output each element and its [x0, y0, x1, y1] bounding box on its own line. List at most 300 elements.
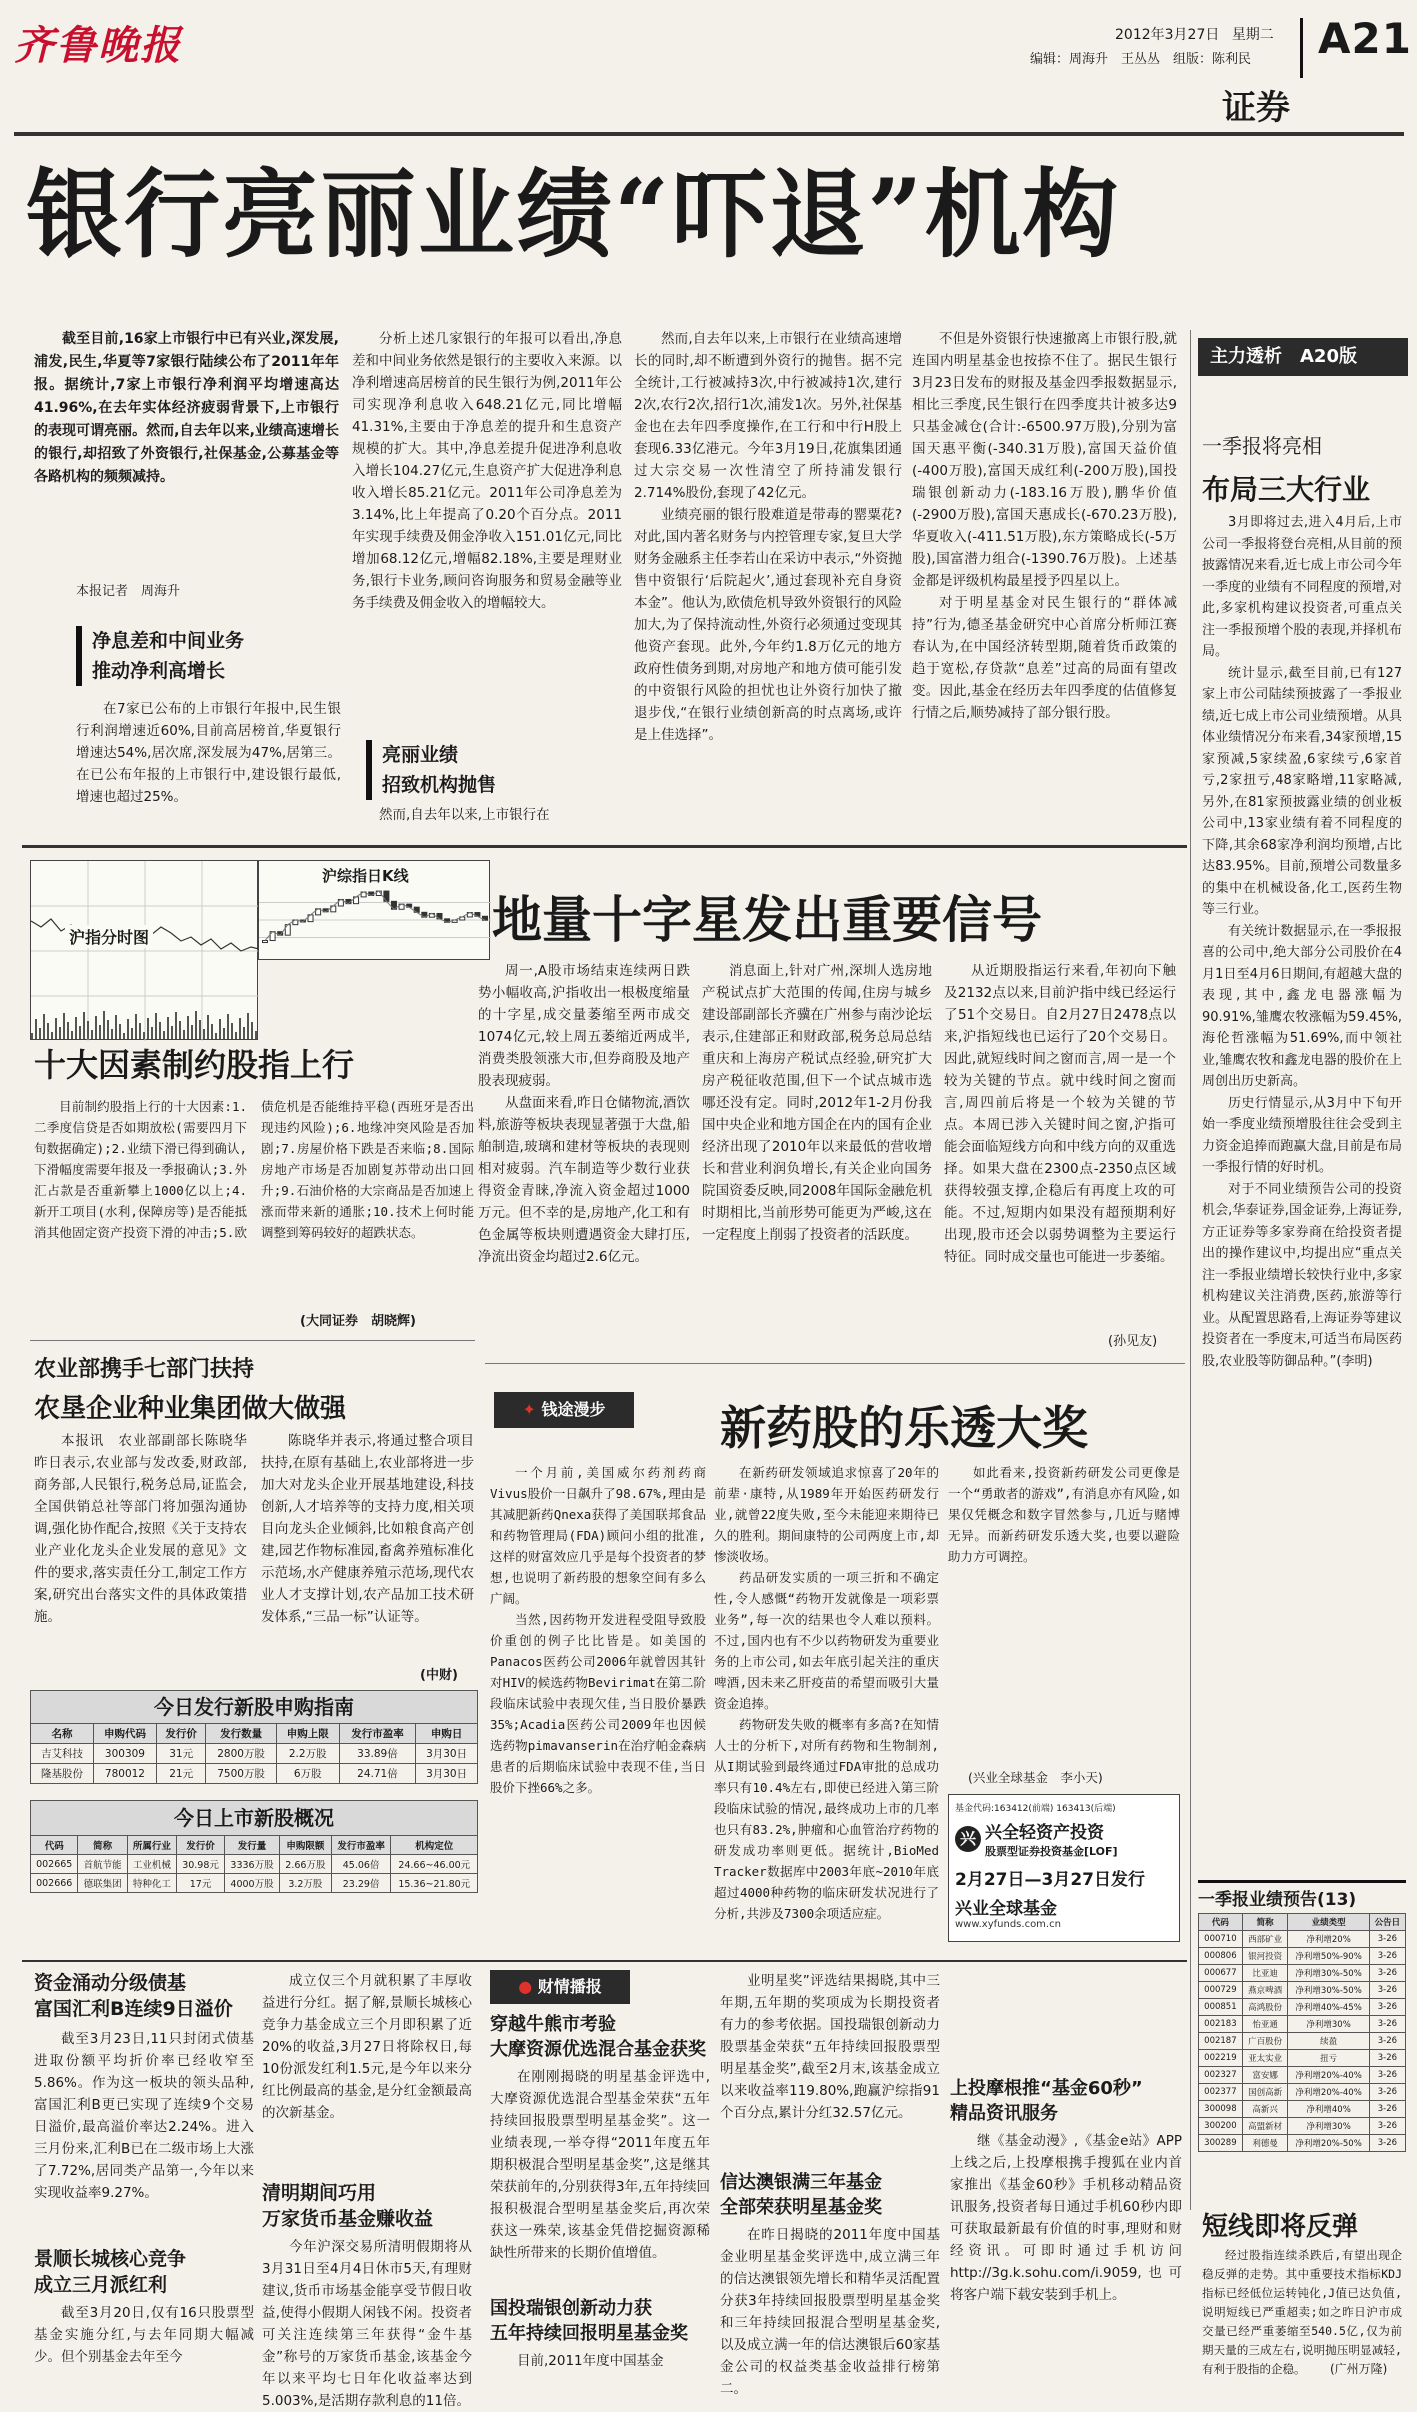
ipo-listing-box	[30, 1800, 478, 1893]
sidebar-para-4: 历史行情显示,从3月中下旬开始一季度业绩预增股往往会受到主力资金追捧而跑赢大盘,目前是布局一季报行情的好时机。	[1202, 1095, 1402, 1175]
farm-body	[34, 1430, 474, 1680]
intraday-volume-bar	[123, 1033, 125, 1039]
fund-ad-line2: 股票型证券投资基金[LOF]	[985, 1845, 1118, 1858]
fund-ad-line1: 兴全轻资产投资	[985, 1823, 1104, 1843]
table-row	[1199, 2118, 1406, 2135]
forecast-cell: 3-26	[1369, 1931, 1405, 1948]
intraday-volume-bar	[247, 1013, 249, 1039]
drug-para-2: 当然,因药物开发进程受阻导致股价重创的例子比比皆是。如美国的Panacos医药公司2006年就曾因其针对HIV的候选药物Bevirimat在第二阶段临床试验中表现欠佳,当日股价暴跌35%;Acadia医药公司2009年也因候选药物pimavanserin在治疗帕金森病患者的后期临床试验中表现不佳,当日股价下挫66%之多。	[490, 1612, 706, 1795]
intraday-volume-bar	[211, 1024, 213, 1039]
intraday-chart-title: 沪指分时图	[65, 925, 153, 948]
issue-weekday: 星期二	[1231, 27, 1274, 43]
intraday-volume-bar	[243, 1027, 245, 1039]
fund-ad-name	[955, 1818, 1173, 1859]
fund-ad-site[interactable]: www.xyfunds.com.cn	[955, 1919, 1061, 1930]
lead-col2	[352, 328, 622, 733]
forecast-cell: 净利增40%-45%	[1288, 1999, 1369, 2016]
forecast-col: 业绩类型	[1288, 1914, 1369, 1931]
money-c-title-1: 穿越牛熊市考验	[490, 2014, 616, 2035]
intraday-volume-bar	[115, 1015, 117, 1039]
lead-para-c: 然而,自去年以来,上市银行在业绩高速增长的同时,却不断遭到外资行的抛售。据不完全统计,工行被减持3次,中行被减持1次,建行2次,农行2次,招行1次,浦发1次。另外,社保基金也在去年四季度操作,在工行和中行H股上套现6.33亿港元。今年3月19日,花旗集团通过大宗交易一次性清空了所持浦发银行2.714%股份,套现了42亿元。	[634, 331, 902, 501]
drug-headline: 新药股的乐透大奖	[720, 1401, 1088, 1455]
forecast-cell: 300200	[1199, 2118, 1243, 2135]
sidebar-body	[1202, 512, 1402, 1892]
forecast-cell: 银河投资	[1242, 1948, 1288, 1965]
intraday-volume-bar	[127, 1019, 129, 1039]
forecast-cell: 3-26	[1369, 1982, 1405, 1999]
fund-ad-logo-icon: 兴	[955, 1826, 981, 1852]
forecast-cell: 3-26	[1369, 2033, 1405, 2050]
cross-col3	[944, 960, 1176, 1330]
table-row	[1199, 1931, 1406, 1948]
cell: 7500万股	[206, 1764, 276, 1784]
cross-col1	[478, 960, 690, 1350]
drug-col2	[714, 1462, 939, 1952]
intraday-volume-bar	[103, 1011, 105, 1039]
drug-para-6: 如此看来,投资新药研发公司更像是一个“勇敢者的游戏”,有消息亦有风险,如果仅凭概念和数字冒然参与,几近与赌博无异。而新药研发乐透大奖,也要以避险助力方可调控。	[948, 1465, 1180, 1564]
forecast-cell: 亚太实业	[1242, 2050, 1288, 2067]
intraday-volume-bar	[131, 1028, 133, 1039]
ipo-guide-col: 名称	[31, 1724, 94, 1744]
intraday-volume-bar	[175, 1012, 177, 1039]
money-b-title-2: 成立三月派红利	[34, 2274, 168, 2296]
shortline-signoff: (广州万隆)	[1330, 2362, 1388, 2376]
intraday-volume-bar	[223, 1028, 225, 1039]
intraday-volume-bar	[191, 1025, 193, 1039]
fund-ad[interactable]	[948, 1794, 1180, 1942]
money-a2-body	[262, 1970, 472, 2170]
shortline-para: 经过股指连续杀跌后,有望出现企稳反弹的走势。其中重要技术指标KDJ指标已经低位运转钝化,J值已达负值,说明短线已严重超卖;如之昨日沪市成交量已经严重萎缩至540.5亿,仅为前期天量的三成左右,说明抛压明显减轻,有利于股指的企稳。	[1202, 2248, 1402, 2376]
forecast-table	[1198, 1913, 1406, 2152]
money-b-para: 截至3月20日,仅有16只股票型基金实施分红,与去年同期大幅减少。但个别基金去年至今	[34, 2305, 254, 2365]
drug-para-1: 一个月前,美国威尔药剂药商Vivus股价一日飙升了98.67%,理由是其减肥新药Qnexa获得了美国联邦食品和药物管理局(FDA)顾问小组的批准,这样的财富效应几乎是每个投资者的梦想,也说明了新药股的想象空间有多么广阔。	[490, 1465, 706, 1606]
forecast-cell: 国创高新	[1242, 2084, 1288, 2101]
money-b-title	[34, 2246, 254, 2298]
forecast-cell: 002187	[1199, 2033, 1243, 2050]
cell: 3月30日	[416, 1764, 478, 1784]
table-row	[1199, 2067, 1406, 2084]
forecast-cell: 燕京啤酒	[1242, 1982, 1288, 1999]
forecast-col: 简称	[1242, 1914, 1288, 1931]
forecast-cell: 300289	[1199, 2135, 1243, 2152]
intraday-volume-bar	[195, 1011, 197, 1039]
shortline-headline: 短线即将反弹	[1202, 2212, 1359, 2242]
cell: 33.89倍	[339, 1744, 415, 1764]
forecast-cell: 3-26	[1369, 1948, 1405, 1965]
ipo-listing-col: 代码	[31, 1836, 78, 1855]
intraday-volume-bar	[199, 1020, 201, 1039]
lead-para-e: 不但是外资银行快速撤离上市银行股,就连国内明星基金也按捺不住了。据民生银行3月23日发布的财报及基金四季报数据显示,相比三季度,民生银行在四季度共计被多达9只基金减仓(合计:-6500.97万股),分别为富国天惠平衡(-340.31万股),富国天益价值(-400万股),富国天成红利(-200万股),国投瑞银创新动力(-183.16万股),鹏华价值(-2900万股),富国天惠成长(-670.23万股),华夏收入(-411.51万股),东方策略成长(-5万股),国富潜力组合(-1390.76万股)。上述基金都是评级机构最星授予四星以上。	[912, 331, 1177, 589]
ipo-guide-table	[30, 1723, 478, 1784]
intraday-volume-bar	[179, 1021, 181, 1039]
cell: 17元	[177, 1874, 225, 1893]
money-d-title-2: 万家货币基金赚收益	[262, 2208, 434, 2230]
table-row	[1199, 1965, 1406, 1982]
ipo-guide-col: 申购代码	[93, 1724, 156, 1744]
cell: 特种化工	[127, 1874, 176, 1893]
intraday-volume-bar	[47, 1023, 49, 1039]
intraday-volume-bar	[67, 1022, 69, 1039]
drug-col1	[490, 1462, 706, 1952]
money-a-body	[34, 2028, 254, 2238]
money-c-title-2: 大摩资源优选混合基金获奖	[490, 2039, 706, 2060]
forecast-cell: 利德曼	[1242, 2135, 1288, 2152]
intraday-volume-bar	[235, 1032, 237, 1039]
intraday-volume-bar	[139, 1023, 141, 1039]
forecast-cell: 高盟新材	[1242, 2118, 1288, 2135]
cell: 德联集团	[78, 1874, 127, 1893]
forecast-cell: 000851	[1199, 1999, 1243, 2016]
forecast-box	[1198, 1880, 1406, 2152]
cell: 2.66万股	[280, 1855, 332, 1874]
ipo-guide-header-row	[31, 1724, 478, 1744]
ipo-guide-box	[30, 1690, 478, 1784]
money-f-body	[720, 2224, 940, 2397]
drug-tag-icon: ✦	[522, 1400, 536, 1419]
cell: 002666	[31, 1874, 78, 1893]
ipo-guide-col: 申购日	[416, 1724, 478, 1744]
money-e-para: 目前,2011年度中国基金	[517, 2353, 664, 2369]
ipo-listing-col: 发行市盈率	[331, 1836, 391, 1855]
money-f-title-2: 全部荣获明星基金奖	[720, 2197, 882, 2218]
intraday-volume-bar	[187, 1016, 189, 1039]
lead-subhead-1	[76, 626, 341, 686]
table-row	[1199, 1982, 1406, 1999]
forecast-cell: 000710	[1199, 1931, 1243, 1948]
lead-para-a: 在7家已公布的上市银行年报中,民生银行利润增速近60%,目前高居榜首,华夏银行增速达54%,居次席,深发展为47%,居第三。在已公布年报的上市银行中,建设银行最低,增速也超过25%。	[76, 701, 341, 805]
intraday-volume-bar	[31, 1033, 33, 1039]
ipo-listing-col: 发行价	[177, 1836, 225, 1855]
fund-ad-period: 2月27日—3月27日发行	[955, 1870, 1145, 1890]
cell: 2.2万股	[276, 1744, 339, 1764]
money-e-title-2: 五年持续回报明星基金奖	[490, 2323, 688, 2344]
intraday-volume-bar	[87, 1021, 89, 1039]
lead-bottom-rule	[22, 845, 1187, 848]
money-f-title-1: 信达澳银满三年基金	[720, 2172, 882, 2193]
intraday-volume-bar	[155, 1013, 157, 1039]
forecast-cell: 高鸿股份	[1242, 1999, 1288, 2016]
forecast-cell: 000806	[1199, 1948, 1243, 1965]
lead-subhead-1-line1: 净息差和中间业务	[76, 626, 341, 656]
ten-signoff: (大同证券 胡晓辉)	[300, 1314, 416, 1329]
intraday-volume-bar	[79, 1026, 81, 1039]
table-row	[1199, 1999, 1406, 2016]
cell: 21元	[156, 1764, 205, 1784]
table-row	[31, 1874, 478, 1893]
cell: 工业机械	[127, 1855, 176, 1874]
intraday-volume-bar	[35, 1019, 37, 1039]
lead-col1-body	[76, 698, 341, 828]
intraday-volume-bar	[63, 1013, 65, 1039]
ten-para: 目前制约股指上行的十大因素:1.二季度信贷是否如期放松(需要四月下旬数据确定);2.业绩下滑已得到确认,下滑幅度需要年报及一季报确认;3.外汇占款是否重新攀上1000亿以上;4.新开工项目(水利,保障房等)是否能抵消其他固定资产投资下滑的冲击;5.欧债危机是否能维持平稳(西班牙是否出现违约风险);6.地缘冲突风险是否加剧;7.房屋价格下跌是否来临;8.国际房地产市场是否加剧复苏带动出口回升;9.石油价格的大宗商品是否加速上涨而带来新的通胀;10.技术上何时能调整到筹码较好的超跌状态。	[34, 1099, 474, 1240]
ipo-listing-title: 今日上市新股概况	[30, 1800, 478, 1835]
intraday-volume-bar	[39, 1028, 41, 1039]
forecast-cell: 净利增30%	[1288, 2118, 1369, 2135]
money-e-body	[490, 2350, 710, 2374]
table-row	[1199, 1948, 1406, 1965]
money-g-title	[950, 2076, 1182, 2126]
cross-para-2: 从盘面来看,昨日仓储物流,酒饮料,旅游等板块表现显著强于大盘,船舶制造,玻璃和建材等板块的表现则相对疲弱。汽车制造等少数行业获得资金青睐,净流入资金超过1000万元。但不幸的是,房地产,化工和有色金属等板块则遭遇资金大肆打压,净流出资金均超过2.6亿元。	[478, 1095, 690, 1265]
cross-para-4: 从近期股指运行来看,年初向下触及2132点以来,目前沪指中线已经运行了51个交易日。自2月27日2478点以来,沪指短线也已运行了20个交易日。因此,就短线时间之窗而言,周一是一个较为关键的节点。就中线时间之窗而言,周四前后将是一个较为关键的节点。本周已涉入关键时间之窗,沪指可能会面临短线方向和中线方向的双重选择。如果大盘在2300点-2350点区域获得较强支撑,企稳后有再度上攻的可能。不过,短期内如果没有超预期利好出现,股市还会以弱势调整为主要运行特征。同时成交量也可能进一步萎缩。	[944, 963, 1176, 1265]
cross-para-3: 消息面上,针对广州,深圳人选房地产税试点扩大范围的传闻,住房与城乡建设部副部长齐骥在广州参与南沙论坛表示,住建部正和财政部,税务总局总结重庆和上海房产税试点经验,研究扩大房产税征收范围,但下一个试点城市选哪还没有定。同时,2012年1-2月份我国中央企业和地方国企在内的国有企业经济出现了2010年以来最低的营收增长和营业利润负增长,有关企业向国务院国资委反映,同2008年国际金融危机时期相比,当前形势可能更为严峻,这在一定程度上削弱了投资者的活跃度。	[702, 963, 932, 1243]
forecast-cell: 净利增30%-50%	[1288, 1965, 1369, 1982]
money-f-para: 在昨日揭晓的2011年度中国基金业明星基金奖评选中,成立满三年的信达澳银领先增长和精华灵活配置分获3年持续回报股票型明星基金奖和三年持续回报混合型明星基金奖,以及成立满一年的信达澳银后60家基金公司的权益类基金收益排行榜第二。	[720, 2227, 940, 2397]
cell: 780012	[93, 1764, 156, 1784]
cell: 3.2万股	[280, 1874, 332, 1893]
cell: 24.71倍	[339, 1764, 415, 1784]
intraday-volume-bar	[143, 1032, 145, 1039]
intraday-volume-bar	[151, 1027, 153, 1039]
drug-column-tag	[494, 1392, 634, 1428]
intraday-volume-bar	[107, 1020, 109, 1039]
forecast-cell: 3-26	[1369, 2118, 1405, 2135]
ipo-guide-col: 申购上限	[276, 1724, 339, 1744]
intraday-chart	[30, 860, 258, 1040]
cell: 15.36~21.80元	[391, 1874, 478, 1893]
fund-ad-code: 基金代码:163412(前端) 163413(后端)	[955, 1804, 1116, 1814]
cross-col2	[702, 960, 932, 1350]
sidebar-divider	[1190, 330, 1191, 2210]
forecast-header-row	[1199, 1914, 1406, 1931]
forecast-cell: 富安娜	[1242, 2067, 1288, 2084]
money-c-body	[490, 2066, 710, 2286]
kline-ma-line	[265, 891, 485, 940]
money-tag-icon: ●	[518, 1977, 533, 1996]
intraday-volume-bar	[215, 1033, 217, 1039]
sidebar-para-1: 3月即将过去,进入4月后,上市公司一季报将登台亮相,从目前的预披露情况来看,近七成上市公司今年一季度的业绩有不同程度的预增,对此,多家机构建议投资者,可重点关注一季报预增个股的表现,并择机布局。	[1202, 515, 1402, 659]
cell: 2800万股	[206, 1744, 276, 1764]
intraday-volume-bar	[227, 1014, 229, 1039]
intraday-chart-svg	[31, 861, 259, 1041]
intraday-volume-bar	[55, 1018, 57, 1039]
intraday-volume-bar	[75, 1017, 77, 1039]
money-b-body	[34, 2302, 254, 2372]
cell: 4000万股	[225, 1874, 280, 1893]
lead-col4	[912, 328, 1177, 833]
table-row	[1199, 2084, 1406, 2101]
lead-subhead-2-line1: 亮丽业绩	[366, 740, 616, 770]
farm-headline-2: 农垦企业种业集团做大做强	[34, 1394, 347, 1424]
ipo-listing-col: 所属行业	[127, 1836, 176, 1855]
forecast-cell: 000729	[1199, 1982, 1243, 1999]
money-d-body	[262, 2236, 472, 2409]
drug-top-rule	[485, 1363, 1185, 1364]
sidebar-para-3: 有关统计数据显示,在一季报报喜的公司中,绝大部分公司股价在4月1日至4月6日期间,有超越大盘的表现,其中,鑫龙电器涨幅为90.91%,雏鹰农牧涨幅为59.45%,海伦哲涨幅为51.69%,而中领社业,雏鹰农牧和鑫龙电器的股价在上周创出历史新高。	[1202, 923, 1402, 1089]
intraday-volume-bar	[135, 1014, 137, 1039]
intraday-volume-bar	[239, 1018, 241, 1039]
intraday-volume-bar	[171, 1026, 173, 1039]
intraday-volume-bar	[255, 1031, 257, 1039]
cross-signoff: (孙见友)	[1108, 1334, 1158, 1349]
forecast-cell: 3-26	[1369, 2101, 1405, 2118]
lead-intro	[34, 328, 339, 533]
cell: 002665	[31, 1855, 78, 1874]
intraday-volume-bar	[51, 1032, 53, 1039]
farm-signoff: (中财)	[420, 1668, 458, 1683]
lead-para-c-start: 然而,自去年以来,上市银行在	[379, 807, 550, 823]
intraday-volume-bar	[183, 1030, 185, 1039]
sidebar-para-2: 统计显示,截至目前,已有127家上市公司陆续预披露了一季报业绩,近七成上市公司业绩预增。从具体业绩情况分布来看,34家预增,15家预减,5家续盈,6家续亏,6家首亏,2家扭亏,48家略增,11家略减,另外,在81家预披露业绩的创业板公司中,13家业绩有着不同程度的下降,其余68家净利润均预增,占比达83.95%。目前,预增公司数量多的集中在机械设备,化工,医药生物等三行业。	[1202, 665, 1402, 917]
kline-candle	[263, 941, 268, 943]
money-e-title-1: 国投瑞银创新动力获	[490, 2298, 652, 2319]
intraday-volume-bar	[83, 1012, 85, 1039]
table-row	[31, 1764, 478, 1784]
intraday-volume-bar	[91, 1030, 93, 1039]
ipo-listing-col: 申购限额	[280, 1836, 332, 1855]
forecast-cell: 3-26	[1369, 1999, 1405, 2016]
editors-line: 编辑：周海升 王丛丛 组版：陈利民	[1030, 52, 1252, 67]
intraday-grid	[31, 861, 259, 1041]
cell: 3336万股	[225, 1855, 280, 1874]
cell: 3月30日	[416, 1744, 478, 1764]
cell: 45.06倍	[331, 1855, 391, 1874]
forecast-cell: 净利增40%	[1288, 2101, 1369, 2118]
forecast-cell: 扭亏	[1288, 2050, 1369, 2067]
cell: 6万股	[276, 1764, 339, 1784]
lead-intro-text: 截至目前,16家上市银行中已有兴业,深发展,浦发,民生,华夏等7家银行陆续公布了2011年年报。据统计,7家上市银行净利润平均增速高达41.96%,在去年实体经济疲弱背景下,上市银行的表现可谓亮丽。然而,自去年以来,业绩高速增长的银行,却招致了外资银行,社保基金,公募基金等各路机构的频频减持。	[34, 331, 339, 485]
ipo-listing-col: 机构定位	[391, 1836, 478, 1855]
ipo-listing-col: 发行量	[225, 1836, 280, 1855]
money-a-title-2: 富国汇利B连续9日溢价	[34, 1998, 233, 2020]
ipo-guide-title: 今日发行新股申购指南	[30, 1690, 478, 1723]
forecast-cell: 净利增30%-50%	[1288, 1982, 1369, 1999]
forecast-cell: 净利增30%	[1288, 2016, 1369, 2033]
money-tag	[490, 1970, 630, 2004]
farm-para-1: 本报讯 农业部副部长陈晓华昨日表示,农业部与发改委,财政部,商务部,人民银行,税务总局,证监会,全国供销总社等部门将加强沟通协调,强化协作配合,按照《关于支持农业产业化龙头企业发展的意见》文件的要求,落实责任分工,制定工作方案,研究出台落实文件的具体政策措施。	[34, 1433, 247, 1625]
table-row	[31, 1744, 478, 1764]
money-c-para: 在刚刚揭晓的明星基金评选中,大摩资源优选混合型基金荣获“五年持续回报股票型明星基金奖”。这一业绩表现,一举夺得“2011年度五年期积极混合型明星基金奖”,这是继其荣获前年的,分别获得3年,五年持续回报积极混合型明星基金奖后,再次荣获这一殊荣,该基金凭借挖掘资源稀缺性所带来的长期价值增值。	[490, 2069, 710, 2261]
ten-body	[34, 1096, 474, 1311]
farm-headline-1: 农业部携手七部门扶持	[34, 1357, 255, 1382]
sidebar-kicker: 一季报将亮相	[1202, 434, 1322, 458]
intraday-volume-bar	[111, 1029, 113, 1039]
table-row	[1199, 2016, 1406, 2033]
sidebar-tag[interactable]	[1198, 338, 1408, 376]
drug-para-3: 在新药研发领域追求惊喜了20年的前辈·康特,从1989年开始医药研发行业,就曾22度失败,至今未能迎来期待已久的胜利。期间康特的公司两度上市,却惨淡收场。	[714, 1465, 939, 1564]
forecast-cell: 3-26	[1369, 2135, 1405, 2152]
money-d-title	[262, 2180, 472, 2232]
section-name: 证券	[1222, 88, 1290, 128]
forecast-cell: 3-26	[1369, 2050, 1405, 2067]
intraday-volume-bar	[159, 1022, 161, 1039]
forecast-cell: 净利增20%	[1288, 1931, 1369, 1948]
ipo-listing-table	[30, 1835, 478, 1893]
intraday-volume	[31, 1011, 257, 1039]
forecast-col: 公告日	[1369, 1914, 1405, 1931]
drug-column-tag-label: 钱途漫步	[541, 1400, 606, 1419]
intraday-volume-bar	[251, 1022, 253, 1039]
money-g-body	[950, 2130, 1182, 2375]
page-number-divider	[1300, 18, 1303, 78]
bottom-rule	[22, 1960, 1187, 1962]
table-row	[1199, 2135, 1406, 2152]
forecast-cell: 净利增50%-90%	[1288, 1948, 1369, 1965]
ipo-guide-col: 发行数量	[206, 1724, 276, 1744]
forecast-cell: 002219	[1199, 2050, 1243, 2067]
ipo-listing-header-row	[31, 1836, 478, 1855]
table-row	[1199, 2101, 1406, 2118]
forecast-cell: 002183	[1199, 2016, 1243, 2033]
forecast-cell: 广百股份	[1242, 2033, 1288, 2050]
forecast-cell: 3-26	[1369, 1965, 1405, 1982]
lead-para-f: 对于明星基金对民生银行的“群体减持”行为,德圣基金研究中心首席分析师江赛春认为,在中国经济转型期,随着货币政策的趋于宽松,存贷款“息差”过高的局面有望改变。因此,基金在经历去年四季度的估值修复行情之后,顺势减持了部分银行股。	[912, 595, 1177, 721]
forecast-cell: 000677	[1199, 1965, 1243, 1982]
forecast-cell: 002377	[1199, 2084, 1243, 2101]
money-d-title-1: 清明期间巧用	[262, 2182, 377, 2204]
masthead	[0, 0, 1417, 135]
lead-subhead-2	[366, 740, 616, 800]
issue-date: 2012年3月27日	[1115, 27, 1220, 43]
forecast-title: 一季报业绩预告(13)	[1198, 1880, 1406, 1913]
money-c-title	[490, 2012, 710, 2062]
money-tag-label: 财情播报	[537, 1977, 602, 1996]
ipo-guide-col: 发行价	[156, 1724, 205, 1744]
money-g-title-1: 上投摩根推“基金60秒”	[950, 2078, 1143, 2099]
drug-signoff: (兴业全球基金 李小天)	[968, 1770, 1103, 1785]
forecast-body	[1199, 1931, 1406, 2152]
intraday-volume-bar	[43, 1014, 45, 1039]
cell: 24.66~46.00元	[391, 1855, 478, 1874]
sidebar-headline: 布局三大行业	[1202, 473, 1371, 506]
date-line	[1115, 24, 1274, 44]
drug-para-5: 药物研发失败的概率有多高?在知情人士的分析下,对所有药物和生物制剂,从I期试验到最终通过FDA审批的总成功率只有10.4%左右,即使已经进入第三阶段临床试验的情况,最终成功上市的几率也只有83.2%,肿瘤和心血管治疗药物的研发成功率则更低。据统计,BioMed Tracker数据库中2003年底~2010年底超过4000种药物的临床研发状况进行了分析,共涉及7300余项适应症。	[714, 1717, 939, 1921]
cross-headline: 地量十字星发出重要信号	[492, 890, 1042, 949]
money-a-title	[34, 1970, 254, 2022]
money-f-title	[720, 2170, 940, 2220]
forecast-cell: 300098	[1199, 2101, 1243, 2118]
page-number: A21	[1318, 14, 1412, 63]
cell: 30.98元	[177, 1855, 225, 1874]
forecast-cell: 怡亚通	[1242, 2016, 1288, 2033]
ten-bottom-rule	[30, 1340, 475, 1341]
ipo-guide-col: 发行市盈率	[339, 1724, 415, 1744]
intraday-volume-bar	[147, 1018, 149, 1039]
forecast-cell: 3-26	[1369, 2016, 1405, 2033]
intraday-volume-bar	[163, 1031, 165, 1039]
table-row	[31, 1855, 478, 1874]
cell: 23.29倍	[331, 1874, 391, 1893]
lead-headline: 银行亮丽业绩“吓退”机构	[26, 158, 1121, 271]
forecast-cell: 3-26	[1369, 2067, 1405, 2084]
cell: 吉艾科技	[31, 1744, 94, 1764]
daily-k-chart-title: 沪综指日K线	[319, 865, 412, 886]
drug-para-4: 药品研发实质的一项三折和不确定性,令人感慨“药物开发就像是一项彩票业务”,每一次的结果也令人难以预料。不过,国内也有不少以药物研发为重要业务的上市公司,如去年底引起关注的重庆啤酒,因未来乙肝疫苗的希望而吸引大量资金追捧。	[714, 1570, 939, 1711]
cell: 首航节能	[78, 1855, 127, 1874]
money-g-title-2: 精品资讯服务	[950, 2103, 1058, 2124]
drug-col3	[948, 1462, 1180, 1762]
intraday-volume-bar	[119, 1024, 121, 1039]
lead-col3	[634, 328, 902, 833]
ten-headline: 十大因素制约股指上行	[34, 1046, 355, 1084]
forecast-cell: 净利增20%-50%	[1288, 2135, 1369, 2152]
lead-col2-tail	[352, 804, 622, 834]
cell: 隆基股份	[31, 1764, 94, 1784]
lead-subhead-1-line2: 推动净利高增长	[76, 656, 341, 686]
money-d-para: 今年沪深交易所清明假期将从3月31日至4月4日休市5天,有理财建议,货币市场基金能享受节假日收益,使得小假期人闲钱不闲。投资者可关注连续第三年获得“金牛基金”称号的万家货币基金,该基金今年以来平均七日年化收益率达到5.003%,是活期存款利息的11倍。	[262, 2239, 472, 2409]
forecast-cell: 西部矿业	[1242, 1931, 1288, 1948]
intraday-volume-bar	[71, 1031, 73, 1039]
money-a-para: 截至3月23日,11只封闭式债基进取份额平均折价率已经收窄至5.86%。作为这一板块的领头品种,富国汇利B更已实现了连续9个交易日溢价,最高溢价率达2.24%。进入三月份来,汇利B已在二级市场上大涨了7.72%,居同类产品第一,今年以来实现收益率9.27%。	[34, 2031, 254, 2201]
daily-k-chart	[258, 860, 490, 960]
newspaper-logo: 齐鲁晚报	[14, 22, 182, 69]
forecast-cell: 3-26	[1369, 2084, 1405, 2101]
lead-para-d: 业绩亮丽的银行股难道是带毒的罂粟花?对此,国内著名财务与内控管理专家,复旦大学财务金融系主任李若山在采访中表示,“外资抛售中资银行‘后院起火’,通过套现补充自身资本金”。他认为,欧债危机导致外资银行的风险加大,为了保持流动性,外资行必须通过变现其他资产套现。此外,今年约1.8万亿元的地方政府性债务到期,对房地产和地方债可能引发的中资银行风险的担忧也让外资行加快了撤退步伐,“在银行业绩创新高的时点离场,或许是上佳选择”。	[634, 507, 902, 743]
forecast-cell: 净利增20%-40%	[1288, 2084, 1369, 2101]
lead-byline: 本报记者 周海升	[76, 584, 181, 599]
intraday-volume-bar	[231, 1023, 233, 1039]
fund-ad-brand: 兴业全球基金	[955, 1899, 1057, 1919]
forecast-cell: 高新兴	[1242, 2101, 1288, 2118]
